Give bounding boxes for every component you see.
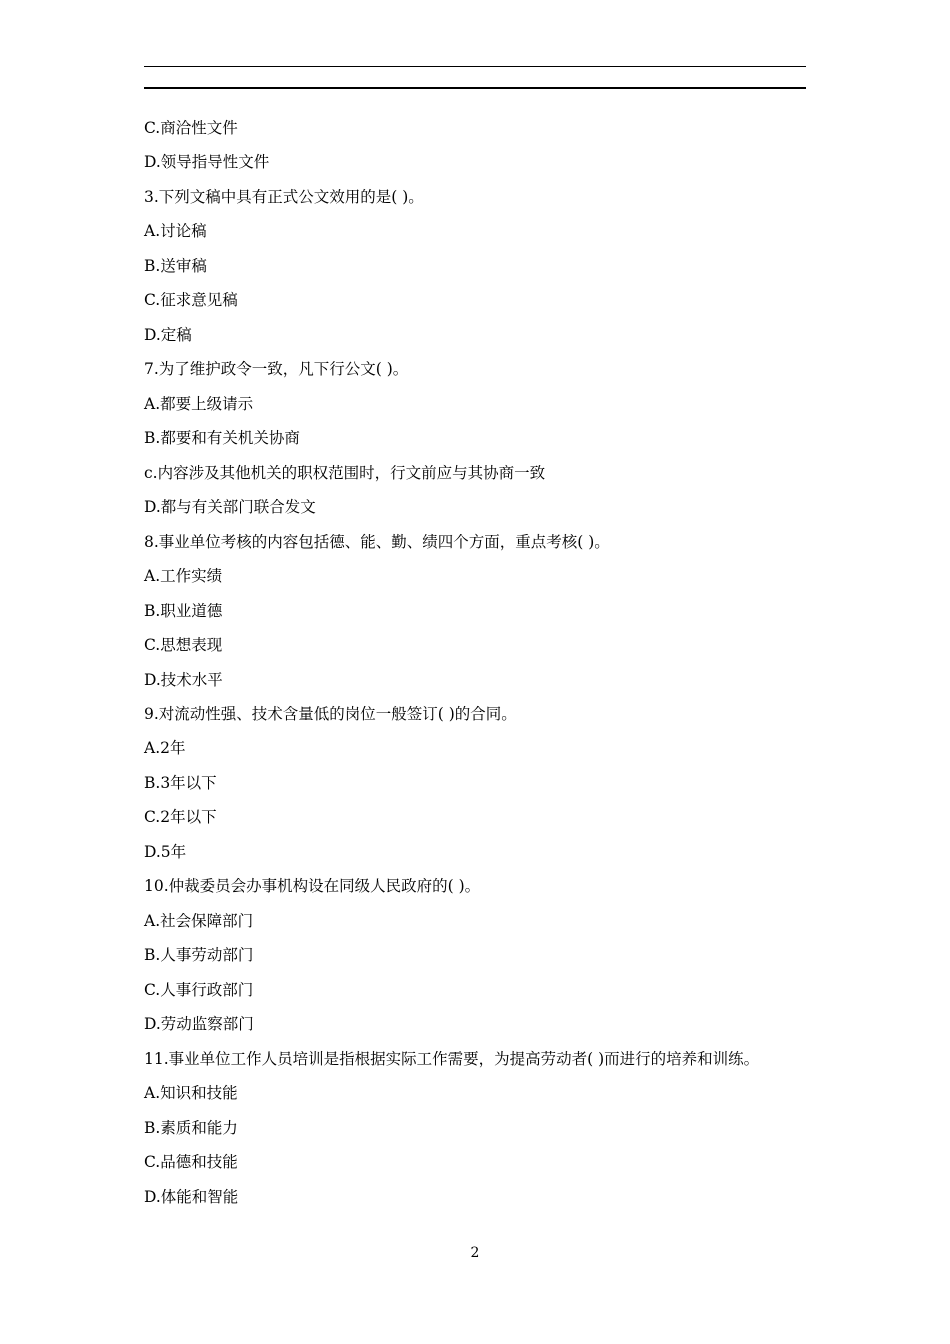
option-line: B.3年以下 (144, 773, 217, 792)
question-line: 11.事业单位工作人员培训是指根据实际工作需要，为提高劳动者( )而进行的培养和训练。 (144, 1049, 760, 1068)
header-rule-thick (144, 87, 806, 89)
question-line: 10.仲裁委员会办事机构设在同级人民政府的( )。 (144, 877, 481, 896)
option-line: A.都要上级请示 (144, 394, 254, 413)
header-rule-thin (144, 66, 806, 67)
question-line: 3.下列文稿中具有正式公文效用的是( )。 (144, 187, 424, 206)
text-line: D.领导指导性文件 (144, 153, 270, 172)
option-line: B.素质和能力 (144, 1118, 238, 1137)
option-line: A.工作实绩 (144, 567, 223, 586)
option-line: B.人事劳动部门 (144, 946, 254, 965)
option-line: A.社会保障部门 (144, 911, 254, 930)
question-line: 9.对流动性强、技术含量低的岗位一般签订( )的合同。 (144, 704, 517, 723)
page-number: 2 (470, 1245, 480, 1261)
option-line: D.技术水平 (144, 670, 223, 689)
option-line: A.讨论稿 (144, 222, 207, 241)
option-line: c.内容涉及其他机关的职权范围时，行文前应与其协商一致 (144, 463, 546, 482)
option-line: B.送审稿 (144, 256, 207, 275)
option-line: D.5年 (144, 842, 187, 861)
option-line: A.2年 (144, 739, 186, 758)
option-line: B.职业道德 (144, 601, 223, 620)
option-line: C.2年以下 (144, 808, 217, 827)
question-line: 8.事业单位考核的内容包括德、能、勤、绩四个方面，重点考核( )。 (144, 532, 610, 551)
option-line: C.品德和技能 (144, 1153, 238, 1172)
option-line: D.劳动监察部门 (144, 1015, 254, 1034)
option-line: D.体能和智能 (144, 1187, 239, 1206)
document-body (144, 116, 814, 1219)
text-line: C.商洽性文件 (144, 119, 238, 137)
option-line: C.思想表现 (144, 636, 223, 655)
option-line: C.征求意见稿 (144, 291, 238, 310)
option-line: A.知识和技能 (144, 1084, 238, 1103)
option-line: D.定稿 (144, 325, 192, 344)
option-line: C.人事行政部门 (144, 980, 254, 999)
option-line: D.都与有关部门联合发文 (144, 498, 316, 517)
option-line: B.都要和有关机关协商 (144, 429, 300, 448)
question-line: 7.为了维护政令一致，凡下行公文( )。 (144, 360, 409, 379)
